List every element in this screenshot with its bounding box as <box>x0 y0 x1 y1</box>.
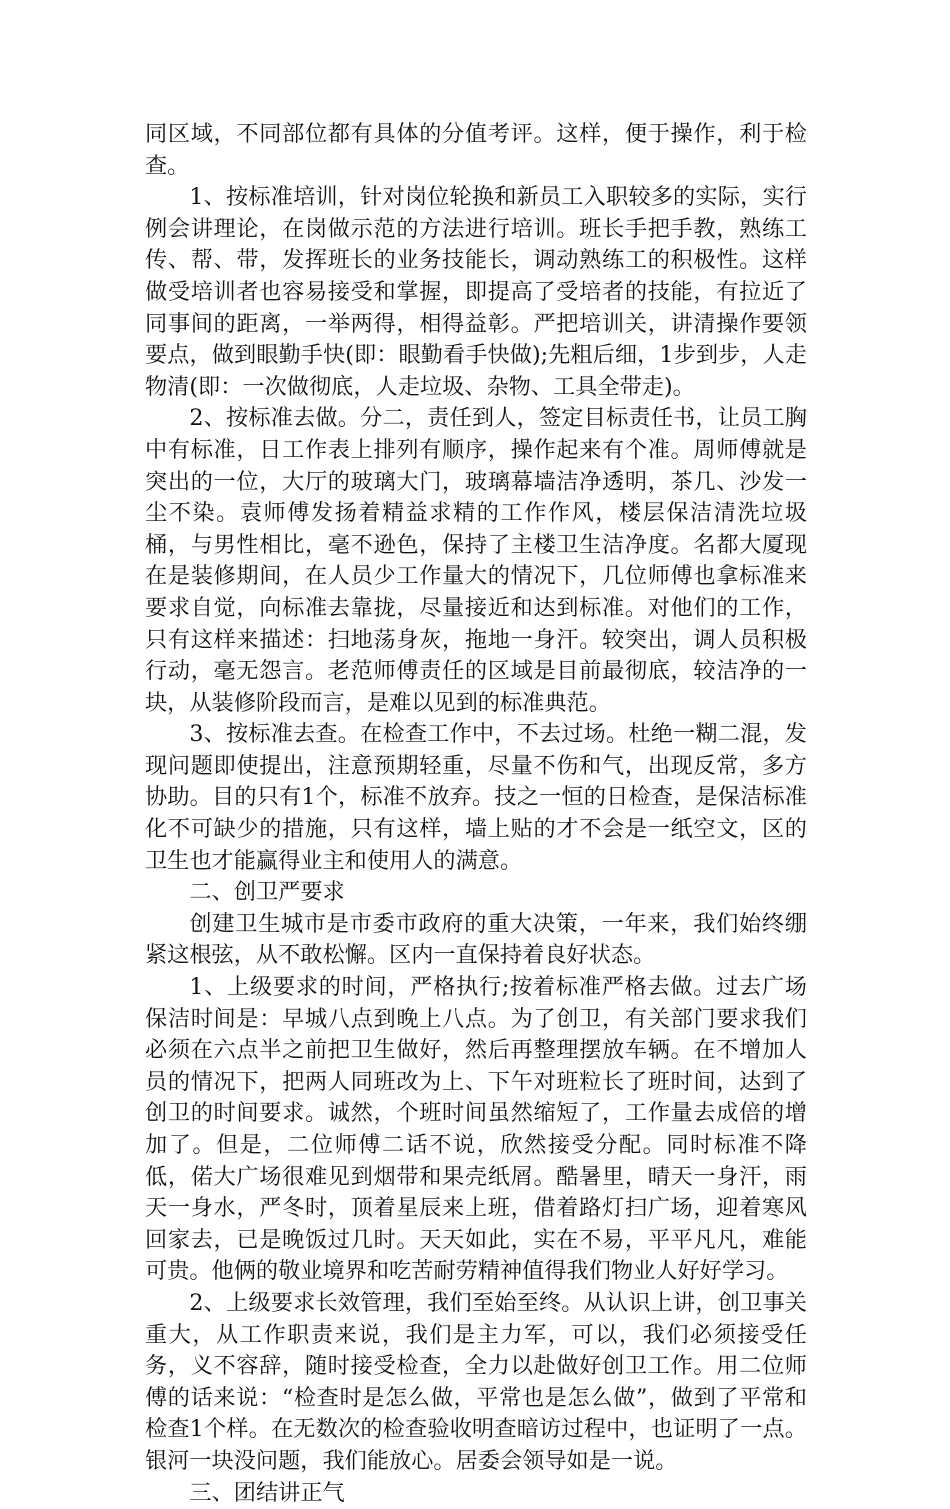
paragraph-sanitation-time: 1、上级要求的时间，严格执行;按着标准严格去做。过去广场保洁时间是：早城八点到晚上八点。为了创卫，有关部门要求我们必须在六点半之前把卫生做好，然后再整理摆放车辆。在不增加人员的情况下，把两人同班改为上、下午对班粒长了班时间，达到了创卫的时间要求。诚然，个班时间虽然缩短了，工作量去成倍的增加了。但是，二位师傅二话不说，欣然接受分配。同时标准不降低，偌大广场很难见到烟带和果壳纸屑。酷暑里，晴天一身汗，雨天一身水，严冬时，顶着星辰来上班，借着路灯扫广场，迎着寒风回家去，已是晚饭过几时。天天如此，实在不易，平平凡凡，难能可贵。他俩的敬业境界和吃苦耐劳精神值得我们物业人好好学习。 <box>145 974 807 1285</box>
paragraph-training: 1、按标准培训，针对岗位轮换和新员工入职较多的实际，实行例会讲理论，在岗做示范的方法进行培训。班长手把手教，熟练工传、帮、带，发挥班长的业务技能长，调动熟练工的积极性。这样做受培训者也容易接受和掌握，即提高了受培者的技能，有拉近了同事间的距离，一举两得，相得益彰。严把培训关，讲清操作要领要点，做到眼勤手快(即：眼勤看手快做);先粗后细，1步到步，人走物清(即：一次做彻底，人走垃圾、杂物、工具全带走)。 <box>145 184 807 400</box>
paragraph-sanitation-intro: 创建卫生城市是市委市政府的重大决策，一年来，我们始终绷紧这根弦，从不敢松懈。区内一直保持着良好状态。 <box>145 910 807 969</box>
section-heading-2: 二、创卫严要求 <box>189 879 345 906</box>
document-body <box>145 119 807 1509</box>
paragraph-sanitation-management: 2、上级要求长效管理，我们至始至终。从认识上讲，创卫事关重大，从工作职责来说，我们是主力军，可以，我们必须接受任务，义不容辞，随时接受检查，全力以赴做好创卫工作。用二位师傅的话来说：“检查时是怎么做，平常也是怎么做”，做到了平常和检查1个样。在无数次的检查验收明查暗访过程中，也证明了一点。银河一块没问题，我们能放心。居委会领导如是一说。 <box>145 1289 807 1474</box>
section-heading-3: 三、团结讲正气 <box>189 1479 345 1506</box>
paragraph-continuation: 同区域，不同部位都有具体的分值考评。这样，便于操作，利于检查。 <box>145 121 807 179</box>
paragraph-checking: 3、按标准去查。在检查工作中，不去过场。杜绝一糊二混，发现问题即使提出，注意预期轻重，尽量不伤和气，出现反常，多方协助。目的只有1个，标准不放弃。技之一恒的日检查，是保洁标准化不可缺少的措施，只有这样，墙上贴的才不会是一纸空文，区的卫生也才能赢得业主和使用人的满意。 <box>145 721 807 874</box>
paragraph-doing: 2、按标准去做。分二，责任到人，签定目标责任书，让员工胸中有标准，日工作表上排列有顺序，操作起来有个准。周师傅就是突出的一位，大厅的玻璃大门，玻璃幕墙洁净透明，茶几、沙发一尘不染。袁师傅发扬着精益求精的工作作风，楼层保洁清洗垃圾桶，与男性相比，毫不逊色，保持了主楼卫生洁净度。名都大厦现在是装修期间，在人员少工作量大的情况下，几位师傅也拿标准来要求自觉，向标准去靠拢，尽量接近和达到标准。对他们的工作，只有这样来描述：扫地荡身灰，拖地一身汗。较突出，调人员积极行动，毫无怨言。老范师傅责任的区域是目前最彻底，较洁净的一块，从装修阶段而言，是难以见到的标准典范。 <box>145 405 807 716</box>
